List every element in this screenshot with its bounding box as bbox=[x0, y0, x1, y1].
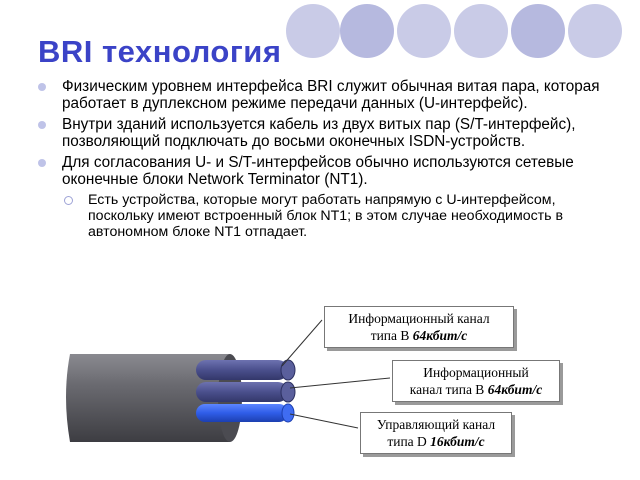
sub-bullet-item bbox=[38, 192, 608, 240]
decorative-circle bbox=[286, 4, 340, 58]
callout-rate: 64кбит/с bbox=[487, 382, 543, 397]
leader-line-b2 bbox=[290, 378, 390, 388]
bullet-text: Физическим уровнем интерфейса BRI служит обычная витая пара, которая работает в дуплексном режиме передачи данных (U-интерфейс). bbox=[62, 78, 600, 112]
bullet-icon bbox=[38, 83, 46, 91]
callout-rate: 16кбит/с bbox=[430, 434, 485, 449]
bullet-icon bbox=[38, 121, 46, 129]
slide-title: BRI технология bbox=[38, 34, 282, 69]
bullet-icon bbox=[38, 159, 46, 167]
callout-label: Управляющий канал bbox=[376, 417, 496, 432]
callout-channel-b2 bbox=[392, 360, 560, 402]
callout-label: типа B bbox=[370, 328, 410, 343]
decorative-circle bbox=[511, 4, 565, 58]
wire-d bbox=[196, 404, 288, 422]
bullet-item bbox=[38, 116, 608, 150]
wire-d-end bbox=[282, 404, 294, 422]
callout-channel-b1 bbox=[324, 306, 514, 348]
wire-b1-end bbox=[281, 360, 295, 380]
callout-label: Информационный канал bbox=[348, 311, 490, 326]
callout-channel-d bbox=[360, 412, 512, 454]
callout-label: Информационный bbox=[423, 365, 529, 380]
decorative-circle bbox=[454, 4, 508, 58]
callout-label-row bbox=[331, 327, 507, 344]
bullet-item bbox=[38, 154, 608, 188]
decorative-circle bbox=[397, 4, 451, 58]
slide-body bbox=[38, 78, 608, 240]
wire-b2 bbox=[196, 382, 288, 402]
callout-label: типа D bbox=[387, 434, 427, 449]
callout-rate: 64кбит/с bbox=[412, 328, 468, 343]
leader-line-d bbox=[290, 414, 358, 428]
sub-bullet-icon bbox=[64, 196, 73, 205]
callout-label-row bbox=[367, 433, 505, 450]
bullet-text: Внутри зданий используется кабель из двух витых пар (S/T-интерфейс), позволяющий подключать до восьми оконечных ISDN-устройств. bbox=[62, 116, 576, 150]
wire-b2-end bbox=[281, 382, 295, 402]
decorative-circle bbox=[340, 4, 394, 58]
bullet-item bbox=[38, 78, 608, 112]
wire-b1 bbox=[196, 360, 288, 380]
leader-line-b1 bbox=[282, 320, 322, 366]
callout-label: канал типа B bbox=[409, 382, 485, 397]
bullet-text: Для согласования U- и S/T-интерфейсов обычно используются сетевые оконечные блоки Network Terminator (NT1). bbox=[62, 154, 574, 188]
sub-bullet-text: Есть устройства, которые могут работать напрямую с U-интерфейсом, поскольку имеют встроенный блок NT1; в этом случае необходимость в автономном блоке NT1 отпадает. bbox=[88, 192, 564, 240]
callout-label-row bbox=[399, 381, 553, 398]
cable-diagram bbox=[60, 296, 600, 466]
decorative-circle bbox=[568, 4, 622, 58]
